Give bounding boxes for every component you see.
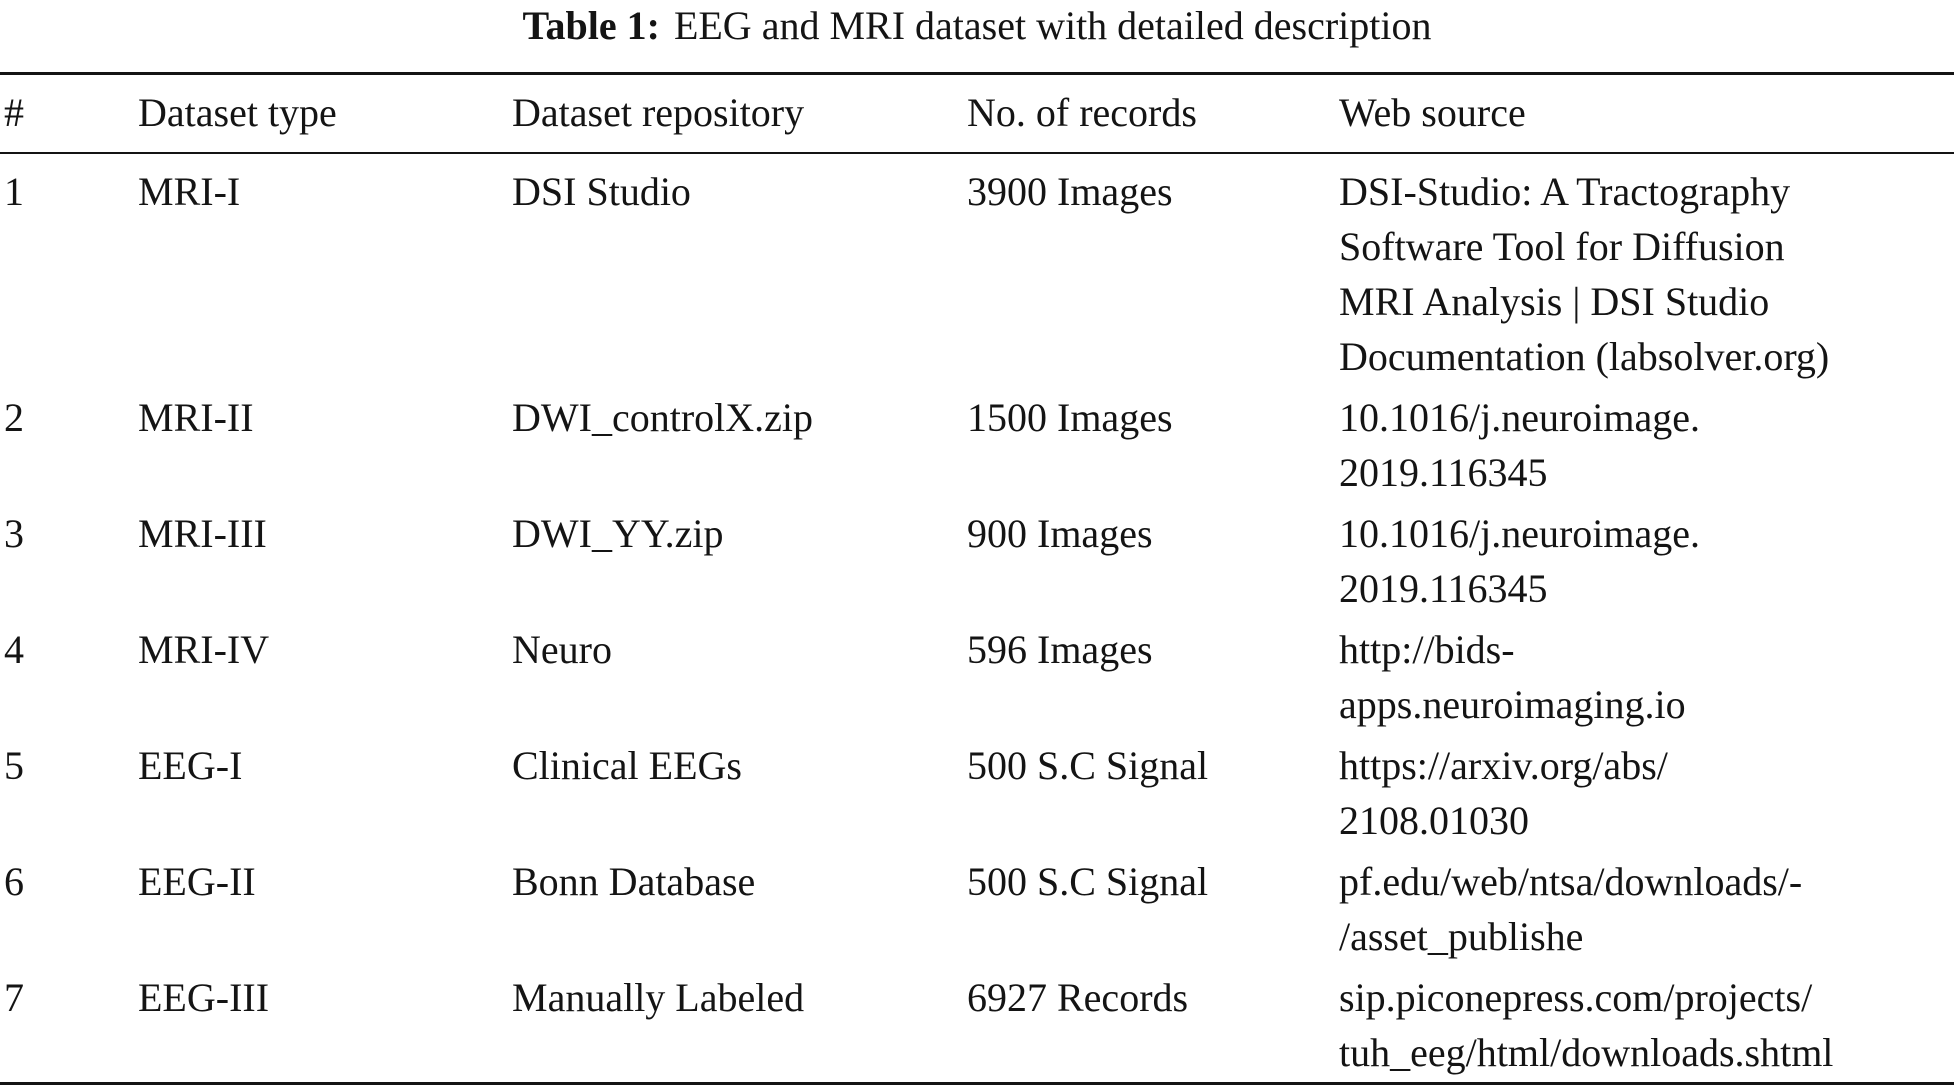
web-source-cell: pf.edu/web/ntsa/downloads/- /asset_publishe [1339, 859, 1803, 959]
row-index: 3 [4, 511, 24, 556]
table-row [0, 964, 1954, 1084]
table-row [0, 848, 1954, 964]
web-source-cell: 10.1016/j.neuroimage. 2019.116345 [1339, 395, 1701, 495]
web-source-cell: 10.1016/j.neuroimage. 2019.116345 [1339, 511, 1701, 611]
record-count-cell: 500 S.C Signal [967, 743, 1209, 788]
header-dataset-type: Dataset type [138, 90, 337, 135]
record-count-cell: 900 Images [967, 511, 1153, 556]
record-count-cell: 500 S.C Signal [967, 859, 1209, 904]
table-row [0, 384, 1954, 500]
row-index: 6 [4, 859, 24, 904]
record-count-cell: 3900 Images [967, 169, 1173, 214]
header-dataset-repository: Dataset repository [512, 90, 805, 135]
row-index: 1 [4, 169, 24, 214]
dataset-repository-cell: DSI Studio [512, 169, 691, 214]
row-index: 7 [4, 975, 24, 1020]
dataset-repository-cell: Clinical EEGs [512, 743, 742, 788]
dataset-type-cell: EEG-I [138, 743, 243, 788]
dataset-type-cell: MRI-II [138, 395, 254, 440]
table-header [0, 74, 1954, 154]
table-row [0, 616, 1954, 732]
dataset-type-cell: EEG-II [138, 859, 256, 904]
table-row [0, 153, 1954, 384]
table-row [0, 732, 1954, 848]
caption-text: EEG and MRI dataset with detailed description [673, 3, 1432, 48]
dataset-repository-cell: DWI_YY.zip [512, 511, 724, 556]
dataset-type-cell: MRI-IV [138, 627, 270, 672]
dataset-type-cell: MRI-I [138, 169, 241, 214]
record-count-cell: 596 Images [967, 627, 1153, 672]
dataset-table [0, 72, 1954, 1085]
record-count-cell: 1500 Images [967, 395, 1173, 440]
table-row [0, 500, 1954, 616]
header-index: # [4, 90, 24, 135]
web-source-cell: DSI-Studio: A Tractography Software Tool for Diffusion MRI Analysis | DSI Studio Documentation (labsolver.org) [1339, 169, 1830, 379]
dataset-repository-cell: Manually Labeled [512, 975, 805, 1020]
record-count-cell: 6927 Records [967, 975, 1189, 1020]
table-body [0, 153, 1954, 1084]
dataset-type-cell: EEG-III [138, 975, 270, 1020]
web-source-cell: http://bids- apps.neuroimaging.io [1339, 627, 1686, 727]
header-row [0, 74, 1954, 154]
row-index: 2 [4, 395, 24, 440]
caption-label: Table 1: [522, 3, 660, 48]
dataset-repository-cell: Neuro [512, 627, 612, 672]
dataset-repository-cell: Bonn Database [512, 859, 756, 904]
header-web-source: Web source [1339, 90, 1526, 135]
header-record-count: No. of records [967, 90, 1197, 135]
web-source-cell: sip.piconepress.com/projects/ tuh_eeg/html/downloads.shtml [1339, 975, 1834, 1075]
dataset-repository-cell: DWI_controlX.zip [512, 395, 814, 440]
web-source-cell: https://arxiv.org/abs/ 2108.01030 [1339, 743, 1668, 843]
dataset-type-cell: MRI-III [138, 511, 267, 556]
row-index: 4 [4, 627, 24, 672]
table-caption [0, 0, 1954, 52]
row-index: 5 [4, 743, 24, 788]
